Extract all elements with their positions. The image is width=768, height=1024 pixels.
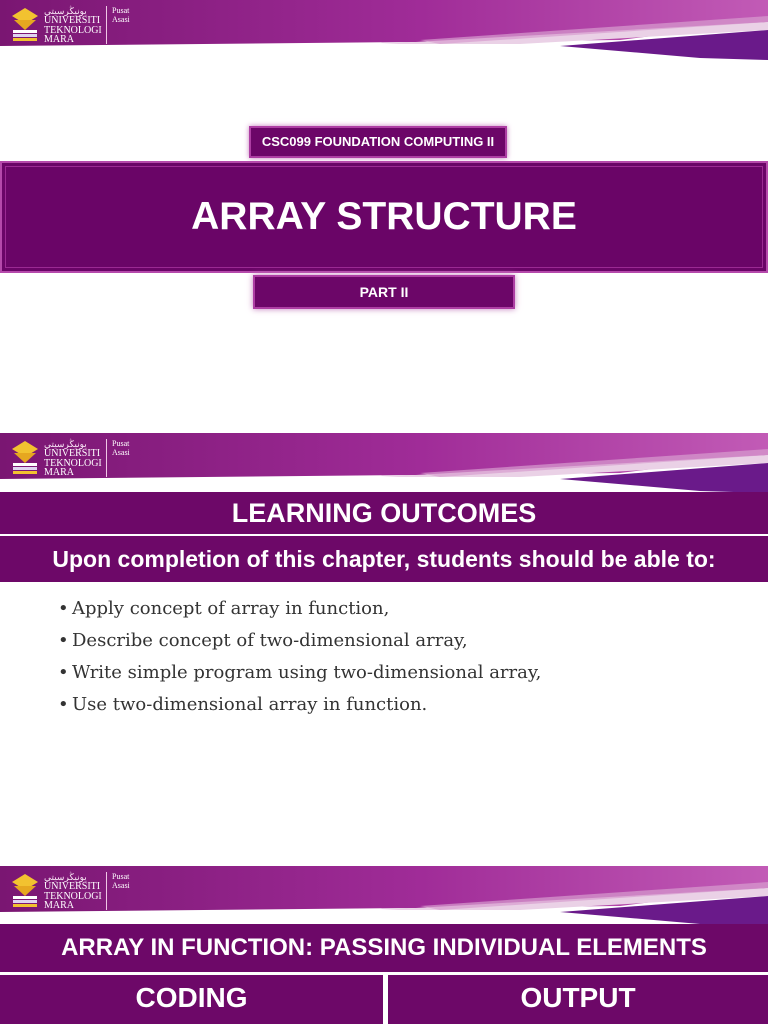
outcome-text: Write simple program using two-dimensional array, bbox=[72, 662, 542, 683]
list-item bbox=[58, 593, 541, 625]
university-name: UNIVERSITI TEKNOLOGI MARA bbox=[44, 448, 102, 478]
outcomes-list bbox=[58, 593, 541, 721]
logo-divider bbox=[106, 439, 107, 477]
coding-column-header: CODING bbox=[0, 975, 383, 1024]
university-name: UNIVERSITI TEKNOLOGI MARA bbox=[44, 15, 102, 45]
jawi-text: ﻳﻮﻧﻴﯖﺮﺳﻴﺘﻲ bbox=[44, 440, 87, 450]
slide-header bbox=[0, 866, 768, 926]
array-in-function-heading: ARRAY IN FUNCTION: PASSING INDIVIDUAL ELEMENTS bbox=[0, 924, 768, 972]
learning-outcomes-heading: LEARNING OUTCOMES bbox=[0, 492, 768, 534]
title-banner bbox=[0, 161, 768, 273]
bullet-icon: • bbox=[58, 662, 69, 683]
outcome-text: Use two-dimensional array in function. bbox=[72, 694, 428, 715]
bullet-icon: • bbox=[58, 694, 69, 715]
unit-name: Pusat Asasi bbox=[112, 872, 130, 890]
list-item bbox=[58, 625, 541, 657]
bullet-icon: • bbox=[58, 630, 69, 651]
uitm-logo bbox=[8, 4, 158, 52]
slide-array-in-function bbox=[0, 866, 768, 1024]
output-column-header: OUTPUT bbox=[388, 975, 768, 1024]
uitm-crest-icon bbox=[10, 439, 40, 477]
list-item bbox=[58, 689, 541, 721]
uitm-crest-icon bbox=[10, 6, 40, 44]
jawi-text: ﻳﻮﻧﻴﯖﺮﺳﻴﺘﻲ bbox=[44, 7, 87, 17]
unit-name: Pusat Asasi bbox=[112, 439, 130, 457]
slide-title bbox=[0, 0, 768, 432]
logo-divider bbox=[106, 6, 107, 44]
slide-header bbox=[0, 433, 768, 493]
outcome-text: Apply concept of array in function, bbox=[72, 598, 390, 619]
uitm-logo bbox=[8, 870, 158, 918]
slide-title-text: ARRAY STRUCTURE bbox=[191, 195, 577, 238]
outcome-text: Describe concept of two-dimensional array, bbox=[72, 630, 468, 651]
jawi-text: ﻳﻮﻧﻴﯖﺮﺳﻴﺘﻲ bbox=[44, 873, 87, 883]
uitm-crest-icon bbox=[10, 872, 40, 910]
uitm-logo bbox=[8, 437, 158, 485]
slide-header bbox=[0, 0, 768, 60]
slide-learning-outcomes bbox=[0, 433, 768, 865]
course-label: CSC099 FOUNDATION COMPUTING II bbox=[249, 126, 507, 158]
unit-name: Pusat Asasi bbox=[112, 6, 130, 24]
learning-outcomes-subheading: Upon completion of this chapter, students should be able to: bbox=[0, 536, 768, 582]
logo-divider bbox=[106, 872, 107, 910]
part-label: PART II bbox=[253, 275, 515, 309]
bullet-icon: • bbox=[58, 598, 69, 619]
university-name: UNIVERSITI TEKNOLOGI MARA bbox=[44, 881, 102, 911]
list-item bbox=[58, 657, 541, 689]
